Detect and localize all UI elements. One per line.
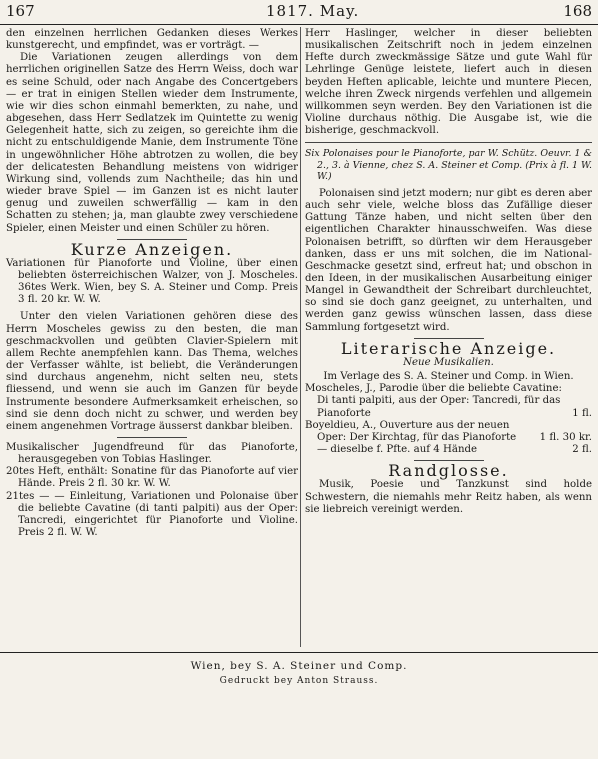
list-item <box>305 444 592 456</box>
left-para-1: den einzelnen herrlichen Gedanken dieses Werkes kunstgerecht, und empfindet, was er vorträgt. — <box>6 28 298 52</box>
list-item-title: Boyeldieu, A., Ouverture aus der neuen Oper: Der Kirchtag, für das Pianoforte <box>305 419 517 443</box>
column-rule <box>300 27 301 647</box>
list-item-price: 1 fl. 30 kr. <box>539 431 592 443</box>
divider <box>305 142 592 143</box>
right-para-1: Herr Haslinger, welcher in dieser beliebten musikalischen Zeitschrift noch in jedem einzelnen Hefte durch zweckmässige Sätze und gute Wahl für Lehrlinge Genüge leistete, liefert auch in diesen beyden Heften aplicable, leichte und muntere Piecen, welche ihren Zweck nirgends verfehlen und allgemein willkommen seyn werden. Bey den Variationen ist die Violine durchaus nöthig. Die Ausgabe ist, wie die bisherige, geschmackvoll. <box>305 28 592 137</box>
page-number-right: 168 <box>563 2 592 20</box>
footer-printer: Gedruckt bey Anton Strauss. <box>219 676 379 686</box>
ad-moscheles-variationen: Variationen für Pianoforte und Violine, über einen beliebten österreichischen Walzer, von J. Moscheles. 36tes Werk. Wien, bey S. A. Steiner und Comp. Preis 3 fl. 20 kr. W. W. <box>6 257 298 306</box>
list-item-title: Moscheles, J., Parodie über die beliebte Cavatine: Di tanti palpiti, aus der Oper: Tancredi, für das Pianoforte <box>305 383 562 419</box>
page-number-left: 167 <box>6 2 35 20</box>
issue-date: 1817. May. <box>266 2 360 20</box>
list-item <box>305 383 592 419</box>
randglosse-text: Musik, Poesie und Tanzkunst sind holde Schwestern, die niemahls mehr Reitz haben, als wenn sie liebreich vereinigt werden. <box>305 479 592 515</box>
list-item-price: 1 fl. <box>572 407 592 419</box>
ad-polonaises: Six Polonaises pour le Pianoforte, par W. Schütz. Oeuvr. 1 & 2., 3. à Vienne, chez S. A. Steiner et Comp. (Prix à fl. 1 W. W.) <box>305 148 592 183</box>
left-para-2: Die Variationen zeugen allerdings von dem herrlichen originellen Satze des Herrn Weiss, doch war es seine Schuld, oder nach Angabe des Concertgebers — er trat in einigen Stellen wieder dem Instrumente, wie wir dies schon einmahl bemerkten, zu nahe, und abgesehen, dass Herr Sedlatzek im Quintette zu wenig Gelegenheit hatte, sich zu zeigen, so gereichte ihm die nicht zu entschuldigende Manie, dem Instrumente Töne in ungewöhnlicher Höhe abtrotzen zu wollen, die bey der delicatesten Behandlung meistens von widriger Wirkung sind, vollends zum Nachtheile; das hin und wieder brave Spiel — im Ganzen ist es nicht lauter genug und zuweilen schwerfällig — kam in den Schatten zu stehen; ja, man glaubte zwey verschiedene Spieler, einen Meister und einen Schüler zu hören. <box>6 52 298 234</box>
ad-jugendfreund-heft-21: 21tes — — Einleitung, Variationen und Polonaise über die beliebte Cavatine (di tanti palpiti) aus der Oper: Tancredi, eingerichtet für Pianoforte und Violine. Preis 2 fl. W. W. <box>6 490 298 539</box>
right-column <box>305 28 592 516</box>
section-title-kurze-anzeigen: Kurze Anzeigen. <box>70 239 234 259</box>
header-rule <box>0 24 598 25</box>
ad-jugendfreund: Musikalischer Jugendfreund für das Pianoforte, herausgegeben von Tobias Haslinger. <box>6 442 298 466</box>
section-subtitle: Neue Musikalien. <box>403 356 494 368</box>
left-para-3: Unter den vielen Variationen gehören diese des Herrn Moscheles gewiss zu den besten, die man geschmackvollen und geübten Clavier-Spielern mit allem Rechte anempfehlen kann. Das Thema, welches der Verfasser wählte, ist beliebt, die Veränderungen sind durchaus angenehm, nicht selten neu, stets fliessend, und wenn sie auch im Ganzen für beyde Instrumente besondere Aufmerksamkeit erheischen, so sind sie denn doch nicht zu schwer, und werden bey einem angenehmen Vortrage äusserst dankbar bleiben. <box>6 311 298 432</box>
ad-jugendfreund-heft-20: 20tes Heft, enthält: Sonatine für das Pianoforte auf vier Hände. Preis 2 fl. 30 kr. W. W. <box>6 466 298 490</box>
publisher-intro: Im Verlage des S. A. Steiner und Comp. in Wien. <box>323 371 574 383</box>
footer-publisher: Wien, bey S. A. Steiner und Comp. <box>190 660 408 672</box>
divider <box>117 437 187 438</box>
left-column <box>6 28 298 539</box>
list-item <box>305 420 592 444</box>
list-item-price: 2 fl. <box>572 444 592 456</box>
section-title-literarische-anzeige: Literarische Anzeige. <box>340 338 557 358</box>
right-para-2: Polonaisen sind jetzt modern; nur gibt es deren aber auch sehr viele, welche bloss das Zufällige dieser Gattung Tänze haben, und nicht selten über den eigentlichen Charakter hinausschweifen. Was diese Polonaisen betrifft, so dürften wir dem Herausgeber danken, dass er uns mit solchen, die im National-Geschmacke gesetzt sind, erfreut hat; und obschon in den Ideen, in der musikalischen Ausarbeitung einiger Mangel in Gewandtheit der Schreibart durchleuchtet, so sind sie doch ganz geeignet, zu unterhalten, und werden ganz gewiss wünschen lassen, dass diese Sammlung fortgesetzt wird. <box>305 187 592 333</box>
list-item-title: — dieselbe f. Pfte. auf 4 Hände <box>317 444 478 456</box>
footer-rule <box>0 652 598 653</box>
section-title-randglosse: Randglosse. <box>388 461 509 481</box>
